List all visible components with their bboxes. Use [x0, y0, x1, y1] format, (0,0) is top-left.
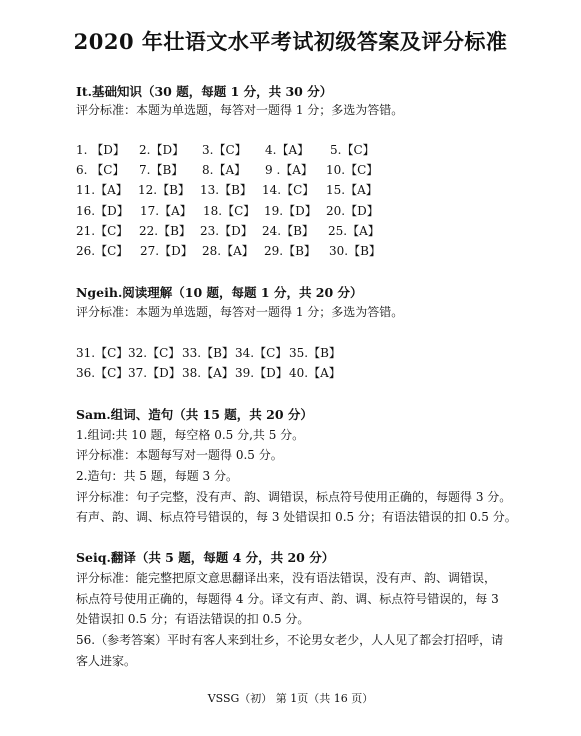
answer-item: 17.【A】: [140, 204, 192, 218]
section3-line: 评分标准：句子完整，没有声、韵、调错误，标点符号使用正确的，每题得 3 分。: [76, 490, 512, 504]
answer-item: 23.【D】: [200, 224, 253, 238]
section3-line: 评分标准：本题每写对一题得 0.5 分。: [76, 448, 283, 462]
answer-item: 18.【C】: [203, 204, 256, 218]
answer-item: 36.【C】: [76, 366, 129, 380]
answer-item: 40.【A】: [289, 366, 341, 380]
answer-item: 5.【C】: [330, 143, 375, 157]
answer-item: 35.【B】: [289, 346, 341, 360]
section4-heading: Seiq.翻译（共 5 题，每题 4 分，共 20 分）: [76, 550, 335, 565]
section4-line: 客人进家。: [76, 654, 137, 668]
answer-item: 16.【D】: [76, 204, 129, 218]
answer-item: 11.【A】: [76, 183, 128, 197]
answer-item: 32.【C】: [128, 346, 181, 360]
answer-item: 38.【A】: [182, 366, 234, 380]
answer-item: 28.【A】: [202, 244, 254, 258]
section1-heading: It.基础知识（30 题，每题 1 分，共 30 分）: [76, 84, 333, 99]
section3-heading: Sam.组词、造句（共 15 题，共 20 分）: [76, 407, 313, 422]
answer-item: 4.【A】: [265, 143, 310, 157]
answer-item: 7.【B】: [139, 163, 184, 177]
section4-line: 56.（参考答案）平时有客人来到壮乡，不论男女老少，人人见了都会打招呼，请: [76, 633, 504, 647]
answer-item: 31.【C】: [76, 346, 129, 360]
answer-item: 27.【D】: [140, 244, 193, 258]
answer-item: 25.【A】: [328, 224, 380, 238]
page-title: 2020 年壮语文水平考试初级答案及评分标准: [73, 29, 508, 54]
answer-item: 6. 【C】: [76, 163, 125, 177]
answer-item: 1. 【D】: [76, 143, 125, 157]
answer-item: 20.【D】: [326, 204, 379, 218]
answer-item: 26.【C】: [76, 244, 129, 258]
answer-item: 34.【C】: [235, 346, 288, 360]
answer-item: 15.【A】: [326, 183, 378, 197]
section4-line: 标点符号使用正确的，每题得 4 分。译文有声、韵、调、标点符号错误的，每 3: [76, 592, 499, 606]
answer-item: 13.【B】: [200, 183, 252, 197]
answer-item: 24.【B】: [262, 224, 314, 238]
section3-line: 1.组词:共 10 题，每空格 0.5 分,共 5 分。: [76, 428, 305, 442]
answer-item: 22.【B】: [139, 224, 191, 238]
answer-item: 19.【D】: [264, 204, 317, 218]
answer-item: 21.【C】: [76, 224, 129, 238]
answer-item: 8.【A】: [202, 163, 247, 177]
answer-item: 39.【D】: [235, 366, 288, 380]
section2-heading: Ngeih.阅读理解（10 题，每题 1 分，共 20 分）: [76, 285, 363, 300]
section3-line: 2.造句：共 5 题，每题 3 分。: [76, 469, 238, 483]
answer-item: 2.【D】: [139, 143, 185, 157]
answer-item: 9 .【A】: [265, 163, 313, 177]
answer-item: 12.【B】: [138, 183, 190, 197]
answer-item: 14.【C】: [262, 183, 315, 197]
answer-item: 3.【C】: [202, 143, 247, 157]
answer-item: 30.【B】: [329, 244, 381, 258]
answer-item: 29.【B】: [264, 244, 316, 258]
answer-item: 33.【B】: [182, 346, 234, 360]
section2-criteria: 评分标准：本题为单选题，每答对一题得 1 分；多选为答错。: [76, 305, 404, 319]
answer-item: 37.【D】: [128, 366, 181, 380]
page-footer: VSSG（初） 第 1页（共 16 页）: [207, 692, 374, 705]
section3-line: 有声、韵、调、标点符号错误的，每 3 处错误扣 0.5 分；有语法错误的扣 0.5 分。: [76, 510, 517, 524]
section1-criteria: 评分标准：本题为单选题，每答对一题得 1 分；多选为答错。: [76, 103, 404, 117]
section4-line: 评分标准：能完整把原文意思翻译出来，没有语法错误，没有声、韵、调错误，: [76, 571, 497, 585]
answer-item: 10.【C】: [326, 163, 379, 177]
section4-line: 处错误扣 0.5 分；有语法错误的扣 0.5 分。: [76, 612, 310, 626]
